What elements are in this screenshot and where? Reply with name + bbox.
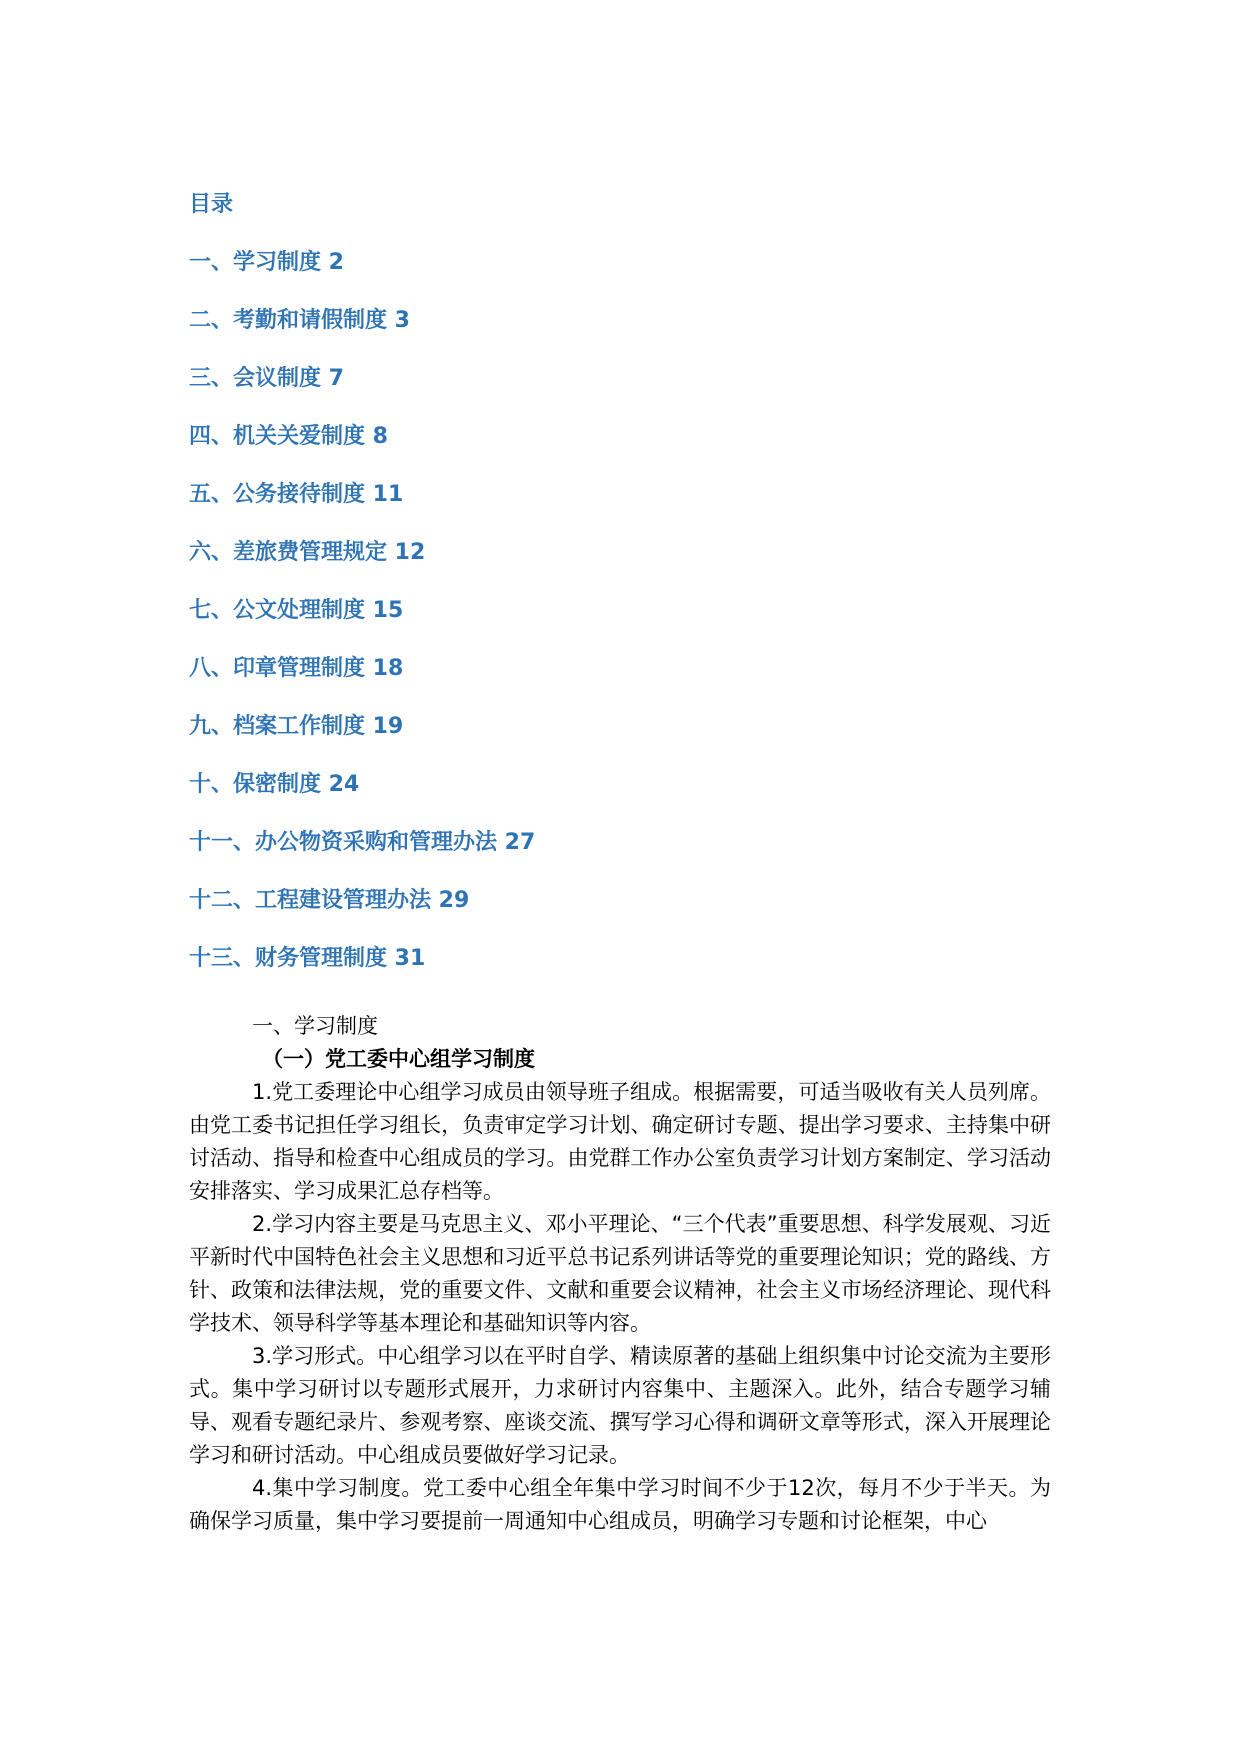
toc-item[interactable]: 九、档案工作制度 19	[189, 714, 404, 739]
toc-item[interactable]: 十三、财务管理制度 31	[189, 946, 426, 971]
table-of-contents	[189, 190, 535, 1002]
paragraph: 3.学习形式。中心组学习以在平时自学、精读原著的基础上组织集中讨论交流为主要形式。集中学习研讨以专题形式展开，力求研讨内容集中、主题深入。此外，结合专题学习辅导、观看专题纪录片、参观考察、座谈交流、撰写学习心得和调研文章等形式，深入开展理论学习和研讨活动。中心组成员要做好学习记录。	[189, 1344, 1051, 1467]
toc-item[interactable]: 七、公文处理制度 15	[189, 598, 404, 623]
toc-item[interactable]: 四、机关关爱制度 8	[189, 424, 388, 449]
toc-item[interactable]: 一、学习制度 2	[189, 250, 344, 275]
document-body	[189, 1010, 1051, 1538]
toc-item[interactable]: 五、公务接待制度 11	[189, 482, 404, 507]
paragraph: 1.党工委理论中心组学习成员由领导班子组成。根据需要，可适当吸收有关人员列席。由党工委书记担任学习组长，负责审定学习计划、确定研讨专题、提出学习要求、主持集中研讨活动、指导和检查中心组成员的学习。由党群工作办公室负责学习计划方案制定、学习活动安排落实、学习成果汇总存档等。	[189, 1080, 1051, 1203]
section-title: 一、学习制度	[252, 1014, 378, 1038]
toc-item[interactable]: 六、差旅费管理规定 12	[189, 540, 426, 565]
toc-item[interactable]: 十、保密制度 24	[189, 772, 360, 797]
toc-item[interactable]: 八、印章管理制度 18	[189, 656, 404, 681]
toc-item[interactable]: 十二、工程建设管理办法 29	[189, 888, 470, 913]
toc-title: 目录	[189, 192, 234, 217]
subsection-title: （一）党工委中心组学习制度	[262, 1047, 535, 1071]
toc-item[interactable]: 十一、办公物资采购和管理办法 27	[189, 830, 536, 855]
paragraph: 2.学习内容主要是马克思主义、邓小平理论、“三个代表”重要思想、科学发展观、习近平新时代中国特色社会主义思想和习近平总书记系列讲话等党的重要理论知识；党的路线、方针、政策和法律法规，党的重要文件、文献和重要会议精神，社会主义市场经济理论、现代科学技术、领导科学等基本理论和基础知识等内容。	[189, 1212, 1051, 1335]
toc-item[interactable]: 二、考勤和请假制度 3	[189, 308, 410, 333]
paragraph: 4.集中学习制度。党工委中心组全年集中学习时间不少于12次，每月不少于半天。为确保学习质量，集中学习要提前一周通知中心组成员，明确学习专题和讨论框架，中心	[189, 1476, 1051, 1533]
toc-item[interactable]: 三、会议制度 7	[189, 366, 344, 391]
